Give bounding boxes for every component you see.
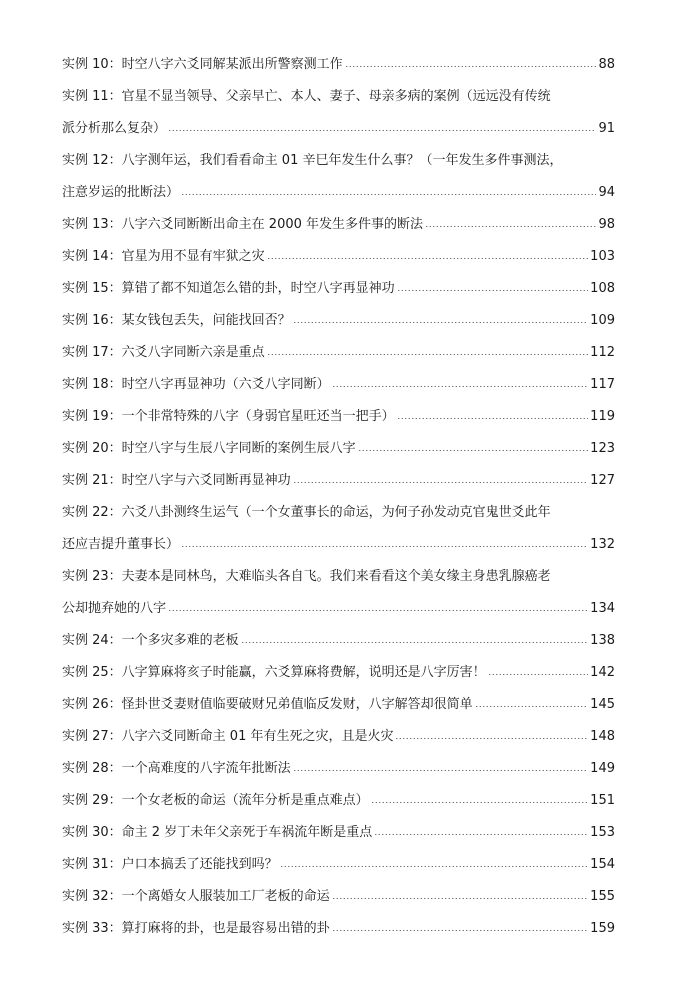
toc-entry-title: 实例 10：时空八字六爻同解某派出所警察测工作 — [62, 57, 343, 72]
toc-entry-title: 实例 11：官星不显当领导、父亲早亡、本人、妻子、母亲多病的案例（远远没有传统 — [62, 89, 551, 104]
toc-entry-title: 实例 19：一个非常特殊的八字（身弱官星旺还当一把手） — [62, 409, 395, 424]
toc-entry-title: 注意岁运的批断法） — [62, 185, 180, 200]
dot-leader — [371, 802, 588, 803]
toc-page-number: 145 — [590, 697, 615, 712]
toc-page-number: 155 — [590, 889, 615, 904]
toc-entry-title: 实例 18：时空八字再显神功（六爻八字同断） — [62, 377, 330, 392]
dot-leader — [397, 418, 588, 419]
toc-entry-title: 实例 16：某女钱包丢失，问能找回否？ — [62, 313, 291, 328]
toc-entry-title: 实例 31：户口本搞丢了还能找到吗？ — [62, 857, 278, 872]
toc-entry-title: 实例 17：六爻八字同断六亲是重点 — [62, 345, 265, 360]
toc-entry-title: 实例 30：命主 2 岁丁未年父亲死于车祸流年断是重点 — [62, 825, 373, 840]
toc-entry-title: 实例 22：六爻八卦测终生运气（一个女董事长的命运，为何子孙发动克官鬼世爻此年 — [62, 505, 551, 520]
dot-leader — [374, 834, 588, 835]
toc-entry[interactable] — [62, 392, 615, 424]
toc-entry-title: 还应吉提升董事长） — [62, 537, 180, 552]
toc-entry[interactable] — [62, 680, 615, 712]
toc-page-number: 149 — [590, 761, 615, 776]
toc-entry-title: 实例 26：怪卦世爻妻财值临要破财兄弟值临反发财，八字解答却很简单 — [62, 697, 473, 712]
toc-entry-title: 派分析那么复杂） — [62, 121, 167, 136]
toc-page-number: 153 — [590, 825, 615, 840]
dot-leader — [332, 898, 588, 899]
toc-page-number: 142 — [590, 665, 615, 680]
toc-page-number: 151 — [590, 793, 615, 808]
toc-entry-title: 实例 15：算错了都不知道怎么错的卦，时空八字再显神功 — [62, 281, 395, 296]
toc-page-number: 94 — [598, 185, 615, 200]
toc-entry[interactable] — [62, 776, 615, 808]
dot-leader — [293, 322, 588, 323]
dot-leader — [425, 226, 596, 227]
dot-leader — [168, 610, 588, 611]
toc-entry[interactable] — [62, 552, 615, 616]
toc-entry[interactable] — [62, 424, 615, 456]
toc-page-number: 148 — [590, 729, 615, 744]
toc-entry-title: 实例 28：一个高难度的八字流年批断法 — [62, 761, 291, 776]
dot-leader — [332, 930, 588, 931]
toc-entry[interactable] — [62, 296, 615, 328]
toc-entry-title: 实例 27：八字六爻同断命主 01 年有生死之灾，且是火灾 — [62, 729, 394, 744]
toc-entry-title: 实例 21：时空八字与六爻同断再显神功 — [62, 473, 291, 488]
toc-entry[interactable] — [62, 808, 615, 840]
toc-entry[interactable] — [62, 136, 615, 200]
toc-entry[interactable] — [62, 40, 615, 72]
dot-leader — [395, 738, 588, 739]
toc-entry[interactable] — [62, 72, 615, 136]
dot-leader — [345, 66, 597, 67]
toc-page-number: 123 — [590, 441, 615, 456]
toc-entry-title: 实例 33：算打麻将的卦，也是最容易出错的卦 — [62, 921, 330, 936]
dot-leader — [181, 194, 596, 195]
toc-entry[interactable] — [62, 712, 615, 744]
toc-page-number: 134 — [590, 601, 615, 616]
toc-page-number: 91 — [598, 121, 615, 136]
toc-page-number: 132 — [590, 537, 615, 552]
toc-entry[interactable] — [62, 488, 615, 552]
dot-leader — [293, 482, 588, 483]
toc-page-number: 119 — [590, 409, 615, 424]
dot-leader — [488, 674, 588, 675]
toc-entry-title: 公却抛弃她的八字 — [62, 601, 167, 616]
toc-entry-title: 实例 12：八字测年运，我们看看命主 01 辛巳年发生什么事？（一年发生多件事测法， — [62, 153, 563, 168]
toc-entry[interactable] — [62, 200, 615, 232]
dot-leader — [241, 642, 588, 643]
toc-entry[interactable] — [62, 648, 615, 680]
toc-entry-title: 实例 14：官星为用不显有牢狱之灾 — [62, 249, 265, 264]
dot-leader — [181, 546, 588, 547]
toc-entry-title: 实例 32：一个离婚女人服装加工厂老板的命运 — [62, 889, 330, 904]
toc-entry-title: 实例 13：八字六爻同断断出命主在 2000 年发生多件事的断法 — [62, 217, 424, 232]
toc-entry[interactable] — [62, 232, 615, 264]
toc-page-number: 112 — [590, 345, 615, 360]
toc-entry[interactable] — [62, 616, 615, 648]
toc-entry-title: 实例 29：一个女老板的命运（流年分析是重点难点） — [62, 793, 369, 808]
toc-page-number: 154 — [590, 857, 615, 872]
dot-leader — [280, 866, 588, 867]
toc-entry[interactable] — [62, 904, 615, 936]
toc-page-number: 138 — [590, 633, 615, 648]
toc-entry[interactable] — [62, 456, 615, 488]
toc-entry[interactable] — [62, 840, 615, 872]
toc-entry[interactable] — [62, 360, 615, 392]
toc-entry[interactable] — [62, 328, 615, 360]
dot-leader — [168, 130, 596, 131]
dot-leader — [332, 386, 588, 387]
toc-entry[interactable] — [62, 872, 615, 904]
toc-entry-title: 实例 23：夫妻本是同林鸟，大难临头各自飞。我们来看看这个美女缘主身患乳腺癌老 — [62, 569, 551, 584]
toc-page-number: 98 — [598, 217, 615, 232]
dot-leader — [358, 450, 588, 451]
dot-leader — [267, 258, 588, 259]
toc-page-number: 103 — [590, 249, 615, 264]
toc-entry[interactable] — [62, 264, 615, 296]
toc-page-number: 109 — [590, 313, 615, 328]
dot-leader — [293, 770, 588, 771]
toc-entry-title: 实例 20：时空八字与生辰八字同断的案例生辰八字 — [62, 441, 356, 456]
toc-page-number: 159 — [590, 921, 615, 936]
toc-entry-title: 实例 25：八字算麻将亥子时能赢，六爻算麻将费解，说明还是八字厉害！ — [62, 665, 486, 680]
toc-page-number: 88 — [598, 57, 615, 72]
dot-leader — [475, 706, 588, 707]
toc-entry[interactable] — [62, 744, 615, 776]
dot-leader — [397, 290, 588, 291]
table-of-contents — [62, 40, 615, 936]
toc-page-number: 117 — [590, 377, 615, 392]
toc-page-number: 127 — [590, 473, 615, 488]
toc-entry-title: 实例 24：一个多灾多难的老板 — [62, 633, 239, 648]
dot-leader — [267, 354, 588, 355]
toc-page-number: 108 — [590, 281, 615, 296]
